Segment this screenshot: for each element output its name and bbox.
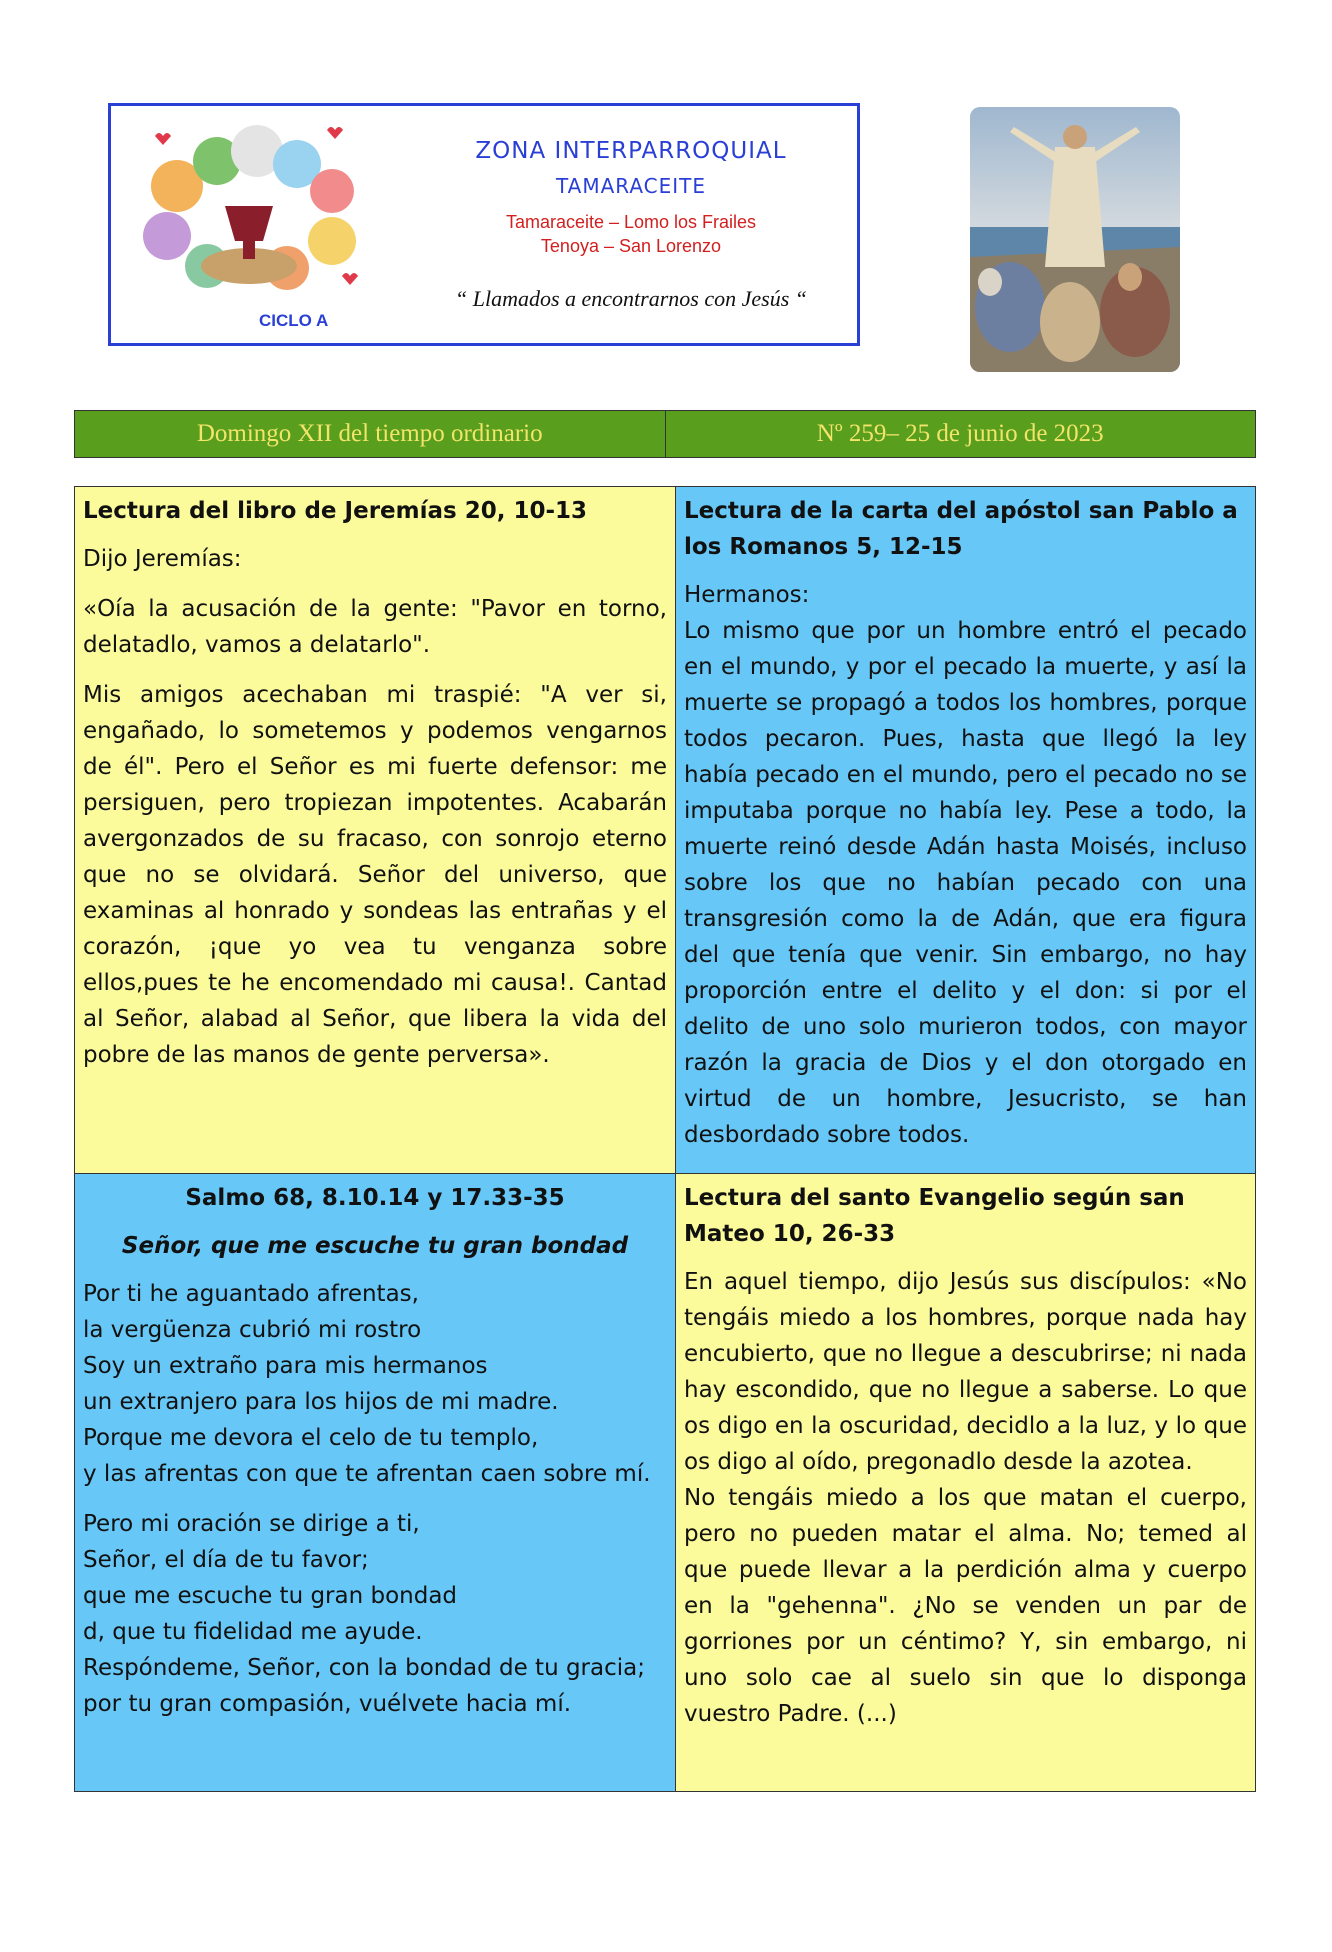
psalm-stanza-2	[83, 1506, 667, 1722]
motto: “ Llamados a encontrarnos con Jesús “	[454, 286, 807, 311]
psalm-verse: la vergüenza cubrió mi rostro	[83, 1317, 422, 1343]
psalm-response: Señor, que me escuche tu gran bondad	[121, 1233, 629, 1259]
issue-number-date: Nº 259– 25 de junio de 2023	[665, 411, 1256, 457]
psalm-verse: Respóndeme, Señor, con la bondad de tu gracia;	[83, 1655, 645, 1681]
psalm-stanza-1	[83, 1276, 667, 1492]
second-reading	[676, 487, 1255, 1174]
gospel-paragraph-2: No tengáis miedo a los que matan el cuerpo, pero no pueden matar el alma. No; temed al que puede llevar a la perdición alma y cuerpo en la "gehenna". ¿No se venden un par de gorriones por un céntimo? Y, sin embargo, ni uno solo cae al suelo sin que lo disponga vuestro Padre. (...)	[684, 1485, 1247, 1727]
psalm-verse: Por ti he aguantado afrentas,	[83, 1281, 419, 1307]
gospel-paragraph-1: En aquel tiempo, dijo Jesús sus discípulos: «No tengáis miedo a los hombres, porque nada hay encubierto, que no llegue a descubrirse; ni nada hay escondido, que no llegue a saberse. Lo que os digo en la oscuridad, decidlo a la luz, y lo que os digo al oído, pregonadlo desde la azotea.	[684, 1269, 1247, 1475]
first-reading-intro: Dijo Jeremías:	[83, 546, 242, 572]
psalm-verse: un extranjero para los hijos de mi madre.	[83, 1389, 559, 1415]
second-reading-intro: Hermanos:	[684, 582, 810, 608]
second-reading-title: Lectura de la carta del apóstol san Pablo a los Romanos 5, 12-15	[684, 498, 1238, 560]
psalm-verse: y las afrentas con que te afrentan caen sobre mí.	[83, 1461, 651, 1487]
psalm-verse: Señor, el día de tu favor;	[83, 1547, 369, 1573]
psalm-title: Salmo 68, 8.10.14 y 17.33-35	[185, 1185, 565, 1211]
zone-title: ZONA INTERPARROQUIAL	[475, 138, 787, 164]
psalm	[75, 1174, 676, 1791]
second-reading-paragraph: Lo mismo que por un hombre entró el pecado en el mundo, y por el pecado la muerte, y así la muerte se propagó a todos los hombres, porque todos pecaron. Pues, hasta que llegó la ley había pecado en el mundo, pero el pecado no se imputaba porque no había ley. Pese a todo, la muerte reinó desde Adán hasta Moisés, incluso sobre los que no habían pecado con una transgresión como la de Adán, que era figura del que tenía que venir. Sin embargo, no hay proporción entre el delito y el don: si por el delito de uno solo murieron todos, con mayor razón la gracia de Dios y el don otorgado en virtud de un hombre, Jesucristo, se han desbordado sobre todos.	[684, 618, 1247, 1148]
first-reading-title: Lectura del libro de Jeremías 20, 10-13	[83, 498, 588, 524]
sermon-on-the-mount-image	[970, 107, 1180, 372]
psalm-verse: Pero mi oración se dirige a ti,	[83, 1511, 420, 1537]
sunday-title: Domingo XII del tiempo ordinario	[196, 420, 543, 447]
community-illustration	[137, 116, 362, 296]
gospel-title: Lectura del santo Evangelio según san Mateo 10, 26-33	[684, 1185, 1185, 1247]
issue-banner	[74, 410, 1256, 458]
zone-locality: TAMARACEITE	[555, 174, 707, 198]
liturgical-cycle: CICLO A	[259, 311, 329, 330]
psalm-verse: que me escuche tu gran bondad	[83, 1583, 458, 1609]
first-reading	[75, 487, 676, 1174]
psalm-verse: d, que tu fidelidad me ayude.	[83, 1619, 423, 1645]
header-box	[108, 103, 860, 346]
readings-grid	[74, 486, 1256, 1792]
parishes-line-2: Tenoya – San Lorenzo	[540, 236, 722, 256]
first-reading-paragraph-1: «Oía la acusación de la gente: "Pavor en torno, delatadlo, vamos a delatarlo".	[83, 596, 667, 658]
psalm-verse: Soy un extraño para mis hermanos	[83, 1353, 488, 1379]
first-reading-paragraph-2: Mis amigos acechaban mi traspié: "A ver si, engañado, lo sometemos y podemos vengarnos de él". Pero el Señor es mi fuerte defensor: me persiguen, pero tropiezan impotentes. Acabarán avergonzados de su fracaso, con sonrojo eterno que no se olvidará. Señor del universo, que examinas al honrado y sondeas las entrañas y el corazón, ¡que yo vea tu venganza sobre ellos,pues te he encomendado mi causa!. Cantad al Señor, alabad al Señor, que libera la vida del pobre de las manos de gente perversa».	[83, 682, 667, 1068]
psalm-verse: Porque me devora el celo de tu templo,	[83, 1425, 539, 1451]
gospel	[676, 1174, 1255, 1791]
parishes-line-1: Tamaraceite – Lomo los Frailes	[505, 212, 757, 232]
psalm-verse: por tu gran compasión, vuélvete hacia mí.	[83, 1691, 572, 1717]
